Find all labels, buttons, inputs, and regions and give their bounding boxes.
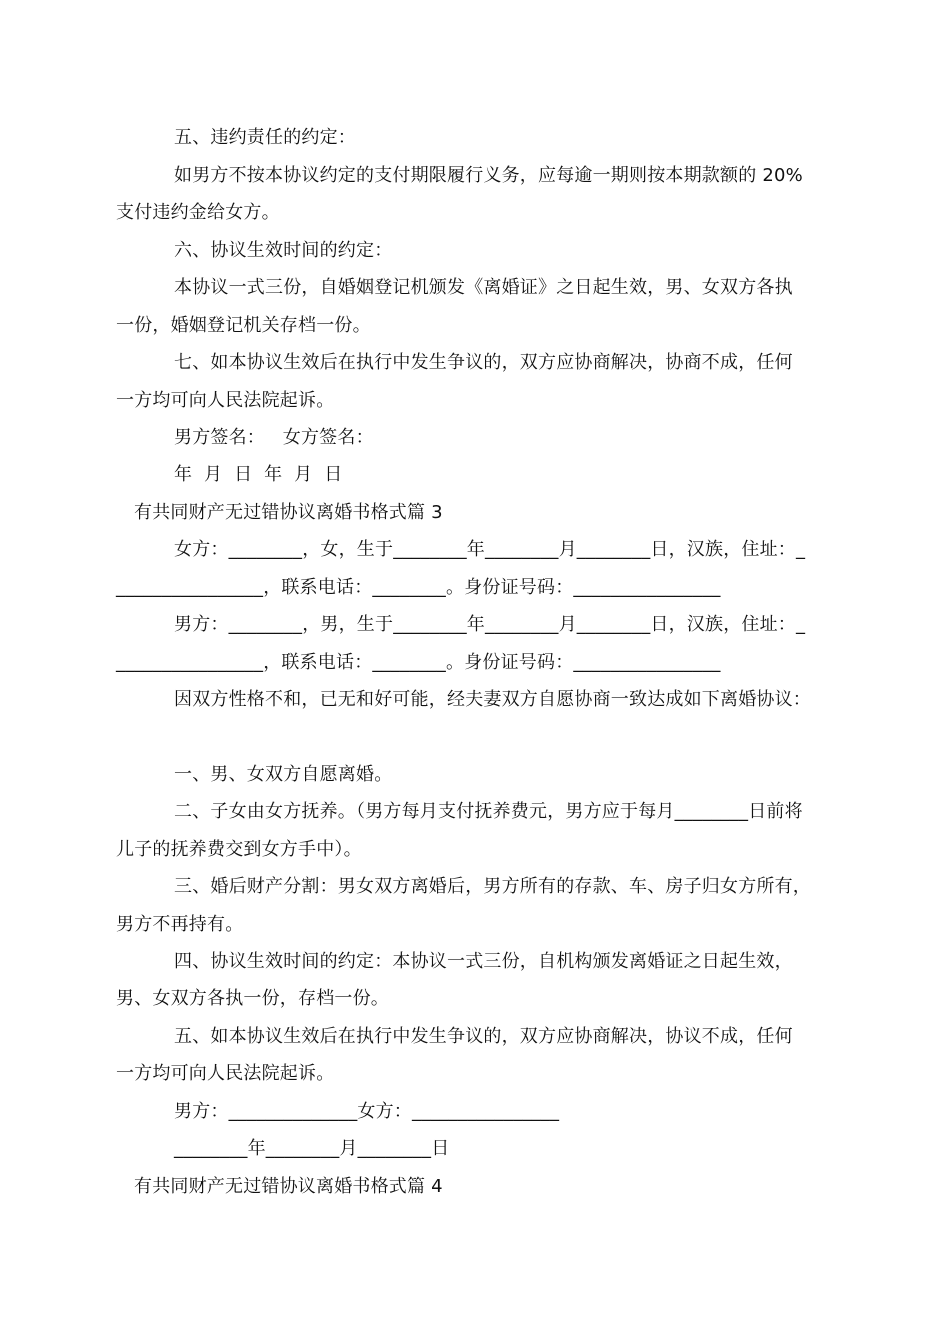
paragraph-line: 儿子的抚养费交到女方手中）。 bbox=[116, 839, 362, 860]
paragraph-line: 女方：________，女，生于________年________月________日，汉族，住址：_ bbox=[174, 539, 806, 560]
signature-line: 男方签名： 女方签名： bbox=[174, 427, 374, 448]
paragraph-line: 本协议一式三份，自婚姻登记机颁发《离婚证》之日起生效，男、女双方各执 bbox=[174, 277, 793, 298]
clause-line: 一、男、女双方自愿离婚。 bbox=[174, 764, 393, 785]
clause-line: 二、子女由女方抚养。（男方每月支付抚养费元，男方应于每月________日前将 bbox=[174, 801, 803, 822]
paragraph-line: ________________，联系电话：________。身份证号码：________________ bbox=[116, 652, 721, 673]
paragraph-line: 一方均可向人民法院起诉。 bbox=[116, 1063, 335, 1084]
paragraph-line: 支付违约金给女方。 bbox=[116, 202, 280, 223]
paragraph-line: 因双方性格不和，已无和好可能，经夫妻双方自愿协商一致达成如下离婚协议： bbox=[174, 689, 811, 710]
signature-line: 男方：______________女方：________________ bbox=[174, 1101, 560, 1122]
paragraph-line: 男方：________，男，生于________年________月________日，汉族，住址：_ bbox=[174, 614, 806, 635]
paragraph-line: 一方均可向人民法院起诉。 bbox=[116, 390, 335, 411]
clause-line: 四、协议生效时间的约定：本协议一式三份，自机构颁发离婚证之日起生效， bbox=[174, 951, 793, 972]
paragraph-line: ________________，联系电话：________。身份证号码：________________ bbox=[116, 577, 721, 598]
section-heading-effective: 六、协议生效时间的约定： bbox=[174, 240, 393, 261]
section-heading-breach: 五、违约责任的约定： bbox=[174, 127, 356, 148]
clause-line: 三、婚后财产分割：男女双方离婚后，男方所有的存款、车、房子归女方所有， bbox=[174, 876, 811, 897]
paragraph-line: 一份，婚姻登记机关存档一份。 bbox=[116, 315, 371, 336]
section-title: 有共同财产无过错协议离婚书格式篇 4 bbox=[134, 1176, 443, 1197]
section-title: 有共同财产无过错协议离婚书格式篇 3 bbox=[134, 502, 443, 523]
paragraph-line: 男方不再持有。 bbox=[116, 914, 244, 935]
date-line: ________年________月________日 bbox=[174, 1138, 450, 1159]
clause-line: 五、如本协议生效后在执行中发生争议的，双方应协商解决，协议不成，任何 bbox=[174, 1026, 793, 1047]
date-line: 年 月 日 年 月 日 bbox=[174, 464, 343, 485]
paragraph-line: 男、女双方各执一份，存档一份。 bbox=[116, 988, 389, 1009]
paragraph-line: 如男方不按本协议约定的支付期限履行义务，应每逾一期则按本期款额的 20% bbox=[174, 165, 803, 186]
paragraph-line: 七、如本协议生效后在执行中发生争议的，双方应协商解决，协商不成，任何 bbox=[174, 352, 793, 373]
